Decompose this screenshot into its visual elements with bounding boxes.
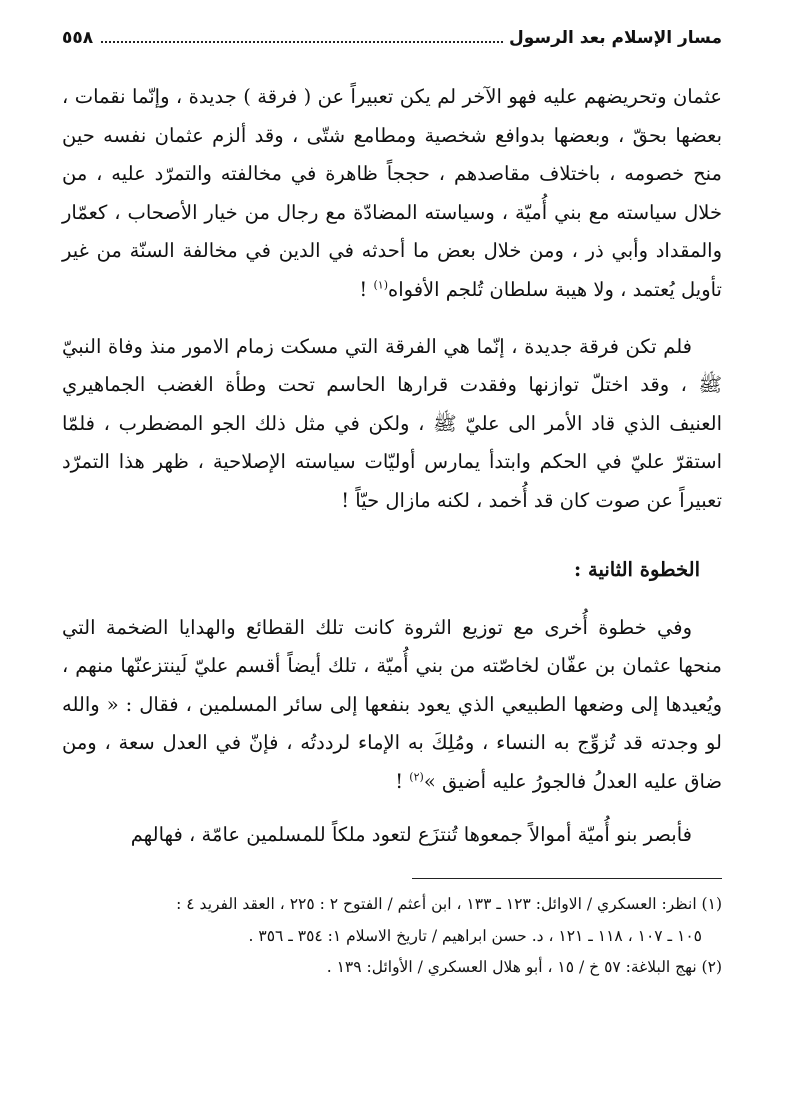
footnote-2: (٢) نهج البلاغة: ٥٧ خ / ١٥ ، أبو هلال العسكري / الأوائل: ١٣٩ .	[326, 958, 722, 977]
footnote-1-line-2: ١٠٥ ـ ١٠٧ ، ١١٨ ـ ١٢١ ، د. حسن ابراهيم / تاريخ الاسلام ١: ٣٥٤ ـ ٣٥٦ .	[248, 926, 702, 945]
paragraph-3-text: وفي خطوة أُخرى مع توزيع الثروة كانت تلك القطائع والهدايا الضخمة التي منحها عثمان بن عفّان لخاصّته من بني أُميّة ، تلك أيضاً أقسم عليّ لَينتزعنّها منهم ، ويُعيدها إلى وضعها الطبيعي الذي يعود بنفعها إلى سائر المسلمين ، فقال : « والله لو وجدته قد تُزوِّج به النساء ، ومُلِكَ به الإماء لرددتُه ، فإنّ في العدل سعة ، ومن ضاق عليه العدلُ فالجورُ عليه أضيق »	[62, 615, 722, 793]
paragraph-2	[62, 328, 722, 521]
footnotes	[62, 889, 722, 984]
header-dot-leader	[101, 29, 503, 43]
section-heading: الخطوة الثانية :	[574, 557, 700, 581]
paragraph-1	[62, 78, 722, 310]
paragraph-3	[62, 609, 722, 802]
paragraph-4-text: فأبصر بنو أُميّة أموالاً جمعوها تُنتزَع لتعود ملكاً للمسلمين عامّة ، فهالهم	[130, 822, 692, 846]
footnote-ref-2[interactable]: (٢)	[409, 770, 424, 784]
paragraph-3-end: !	[395, 769, 410, 793]
paragraph-4	[62, 816, 722, 855]
paragraph-1-text: عثمان وتحريضهم عليه فهو الآخر لم يكن تعبيراً عن ( فرقة ) جديدة ، وإنّما نقمات ، بعضها بحقّ ، وبعضها بدوافع شخصية ومطامع شتّى ، وقد ألزم عثمان نفسه حين منح خصومه ، باختلاف مقاصدهم ، حججاً ظاهرة في مخالفته والتمرّد عليه ، من خلال سياسته مع بني أُميّة ، وسياسته المضادّة مع رجال من خيار الأصحاب ، كعمّار والمقداد وأبي ذر ، ومن خلال بعض ما أحدثه في الدين في مخالفة السنّة من غير تأويل يُعتمد ، ولا هيبة سلطان تُلجم الأفواه	[62, 85, 722, 301]
book-page	[62, 28, 722, 984]
footnote-1-line-1: (١) انظر: العسكري / الاوائل: ١٢٣ ـ ١٣٣ ، ابن أعثم / الفتوح ٢ : ٢٢٥ ، العقد الفريد ٤ :	[176, 895, 722, 914]
paragraph-1-end: !	[359, 277, 374, 301]
footnote-separator	[412, 878, 722, 879]
running-header	[62, 28, 722, 62]
paragraph-2-text: فلم تكن فرقة جديدة ، إنّما هي الفرقة التي مسكت زمام الامور منذ وفاة النبيّ ﷺ ، وقد اختلّ توازنها وفقدت قرارها الحاسم تحت وطأة الغضب الجماهيري العنيف الذي قاد الأمر الى عليّ ﷺ ، ولكن في مثل ذلك الجو المضطرب ، فلمّا استقرّ عليّ في الحكم وابتدأ يمارس أوليّات سياسته الإصلاحية ، ظهر هذا التمرّد تعبيراً عن صوت كان قد أُخمد ، لكنه مازال حيّاً !	[62, 334, 722, 512]
footnote-ref-1[interactable]: (١)	[373, 278, 388, 292]
running-title: مسار الإسلام بعد الرسول	[508, 28, 722, 48]
page-number: ٥٥٨	[62, 28, 94, 48]
